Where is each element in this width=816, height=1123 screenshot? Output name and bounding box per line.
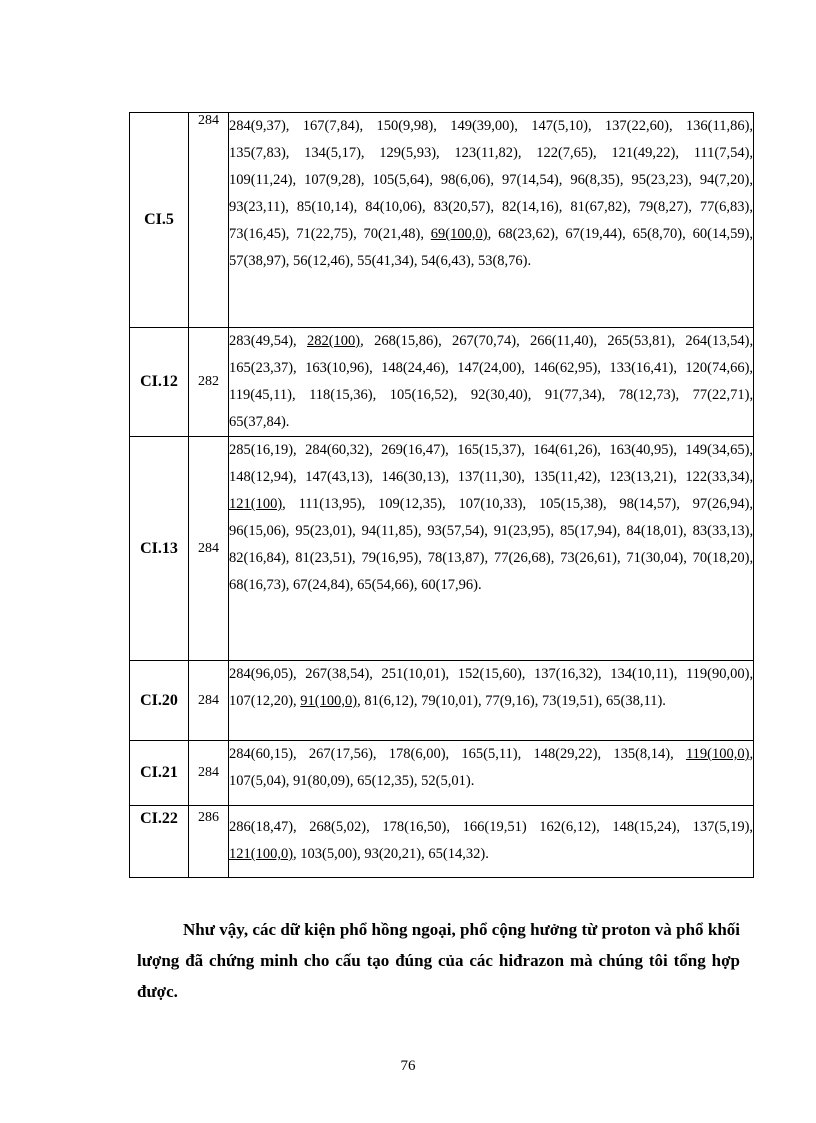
fragment-peak: 148(12,94) [229, 469, 294, 485]
fragment-peak: 67(19,44) [565, 226, 623, 242]
fragment-peak: 148(24,46) [381, 360, 446, 376]
fragment-peak: 284(60,32) [305, 442, 370, 458]
fragment-peak: 267(38,54) [305, 666, 370, 682]
fragment-peak: 65(54,66) [357, 577, 414, 593]
compound-code: CI.22 [130, 806, 189, 878]
fragment-peak: 122(33,34) [685, 469, 750, 485]
fragment-peak: 269(16,47) [381, 442, 446, 458]
fragment-peak: 111(7,54) [693, 145, 750, 161]
fragment-peak: 93(23,11) [229, 199, 286, 215]
fragment-peak: 119(90,00) [685, 666, 750, 682]
fragment-peak: 147(5,10) [531, 118, 588, 134]
fragment-peak: 71(22,75) [296, 226, 354, 242]
fragment-peak: 91(23,95) [493, 523, 551, 539]
fragment-peak: 79(8,27) [638, 199, 689, 215]
fragment-peak: 68(23,62) [498, 226, 555, 242]
fragment-peak: 65(37,84) [229, 414, 286, 430]
fragment-peak: 147(43,13) [305, 469, 370, 485]
fragment-peak: 163(10,96) [305, 360, 370, 376]
fragment-peak: 283(49,54) [229, 333, 294, 349]
fragment-peak: 98(6,06) [440, 172, 491, 188]
fragment-peak: 165(5,11) [461, 746, 518, 762]
fragment-peak: 84(10,06) [365, 199, 422, 215]
fragment-peak: 178(16,50) [382, 819, 447, 835]
fragment-peak: 73(16,45) [229, 226, 286, 242]
fragment-peak: 134(10,11) [610, 666, 674, 682]
page-number: 76 [400, 1058, 416, 1074]
fragment-peak: 251(10,01) [381, 666, 446, 682]
fragment-peak: 55(41,34) [357, 253, 414, 269]
fragment-peak: 95(23,23) [631, 172, 689, 188]
fragment-peak: 284(60,15) [229, 746, 294, 762]
fragment-peak: 52(5,01) [421, 773, 471, 789]
fragment-peak: 73(19,51) [541, 693, 599, 709]
fragment-peak: 93(20,21) [364, 846, 422, 862]
fragment-peak: 109(11,24) [229, 172, 293, 188]
fragment-peak: 65(8,70) [632, 226, 683, 242]
fragment-peak: 167(7,84) [302, 118, 360, 134]
fragment-peak: 284(96,05) [229, 666, 294, 682]
table-row [130, 741, 754, 806]
fragment-peak: 81(67,82) [570, 199, 628, 215]
molecular-mass: 282 [189, 328, 229, 437]
fragment-peak: 77(26,68) [493, 550, 551, 566]
fragment-peak: 105(16,52) [389, 387, 454, 403]
fragment-peak: 149(39,00) [450, 118, 515, 134]
fragment-peak: 83(20,57) [433, 199, 491, 215]
fragment-peak: 97(14,54) [501, 172, 559, 188]
fragment-peak: 137(5,19) [692, 819, 750, 835]
fragment-peak: 105(5,64) [372, 172, 430, 188]
fragment-peak: 137(11,30) [457, 469, 522, 485]
fragment-peak: 285(16,19) [229, 442, 294, 458]
fragment-peak: 68(16,73) [229, 577, 286, 593]
fragment-peak: 103(5,00) [300, 846, 358, 862]
fragment-peak: 85(17,94) [560, 523, 617, 539]
fragment-peak: 146(62,95) [533, 360, 598, 376]
fragment-peak: 268(5,02) [309, 819, 367, 835]
fragment-peak: 71(30,04) [626, 550, 684, 566]
fragment-peak: 60(14,59) [692, 226, 750, 242]
fragment-peak: 147(24,00) [457, 360, 522, 376]
fragment-peak: 82(16,84) [229, 550, 286, 566]
fragment-peak: 91(100,0) [300, 693, 358, 709]
fragment-peak: 91(80,09) [293, 773, 350, 789]
fragment-peak: 98(14,57) [619, 496, 677, 512]
fragment-peak: 73(26,61) [560, 550, 617, 566]
fragment-peak: 79(10,01) [421, 693, 478, 709]
fragment-peak: 107(9,28) [304, 172, 361, 188]
table-row [130, 328, 754, 437]
fragment-peak: 286(18,47) [229, 819, 294, 835]
fragment-peaks: 284(9,37), 167(7,84), 150(9,98), 149(39,00), 147(5,10), 137(22,60), 136(11,86), 135(7,83), 134(5,17), 129(5,93), 123(11,82), 122(7,65), 121(49,22), 111(7,54), 109(11,24), 107(9,28), 105(5,64), 98(6,06), 97(14,54), 96(8,35), 95(23,23), 94(7,20), 93(23,11), 85(10,14), 84(10,06), 83(20,57), 82(14,16), 81(67,82), 79(8,27), 77(6,83), 73(16,45), 71(22,75), 70(21,48), 69(100,0), 68(23,62), 67(19,44), 65(8,70), 60(14,59), 57(38,97), 56(12,46), 55(41,34), 54(6,43), 53(8,76). [229, 113, 754, 328]
fragment-peak: 148(15,24) [612, 819, 677, 835]
molecular-mass: 284 [189, 437, 229, 661]
fragment-peaks: 283(49,54), 282(100), 268(15,86), 267(70,74), 266(11,40), 265(53,81), 264(13,54), 165(23,37), 163(10,96), 148(24,46), 147(24,00), 146(62,95), 133(16,41), 120(74,66), 119(45,11), 118(15,36), 105(16,52), 92(30,40), 91(77,34), 78(12,73), 77(22,71), 65(37,84). [229, 328, 754, 437]
fragment-peaks: 284(96,05), 267(38,54), 251(10,01), 152(15,60), 137(16,32), 134(10,11), 119(90,00), 107(12,20), 91(100,0), 81(6,12), 79(10,01), 77(9,16), 73(19,51), 65(38,11). [229, 661, 754, 741]
fragment-peak: 267(17,56) [308, 746, 373, 762]
fragment-peak: 78(13,87) [427, 550, 485, 566]
fragment-peak: 137(22,60) [604, 118, 669, 134]
fragment-peak: 120(74,66) [685, 360, 750, 376]
fragment-peak: 123(11,82) [454, 145, 518, 161]
fragment-peak: 122(7,65) [536, 145, 593, 161]
fragment-peak: 121(100) [229, 496, 283, 512]
fragment-peak: 91(77,34) [544, 387, 602, 403]
fragment-peaks: 286(18,47), 268(5,02), 178(16,50), 166(19,51) 162(6,12), 148(15,24), 137(5,19), 121(100,0), 103(5,00), 93(20,21), 65(14,32). [229, 806, 754, 878]
fragment-peak: 121(100,0) [229, 846, 294, 862]
fragment-peak: 178(6,00) [388, 746, 446, 762]
fragment-peak: 107(5,04) [229, 773, 286, 789]
fragment-peak: 148(29,22) [533, 746, 598, 762]
fragment-peak: 92(30,40) [470, 387, 528, 403]
fragment-peak: 96(8,35) [570, 172, 620, 188]
fragment-peak: 135(8,14) [613, 746, 671, 762]
compound-code: CI.5 [130, 113, 189, 328]
fragment-peak: 146(30,13) [381, 469, 446, 485]
fragment-peak: 119(45,11) [229, 387, 292, 403]
fragment-peak: 82(14,16) [501, 199, 559, 215]
fragment-peak: 69(100,0) [430, 226, 488, 242]
fragment-peak: 165(23,37) [229, 360, 294, 376]
table-row [130, 437, 754, 661]
fragment-peak: 83(33,13) [692, 523, 750, 539]
fragment-peak: 79(16,95) [361, 550, 419, 566]
fragment-peak: 118(15,36) [309, 387, 373, 403]
fragment-peak: 268(15,86) [374, 333, 439, 349]
fragment-peak: 284(9,37) [229, 118, 286, 134]
fragment-peak: 60(17,96) [421, 577, 478, 593]
fragment-peak: 65(14,32) [428, 846, 486, 862]
fragment-peak: 121(49,22) [611, 145, 676, 161]
fragment-peak: 129(5,93) [379, 145, 437, 161]
fragment-peak: 56(12,46) [293, 253, 350, 269]
molecular-mass: 284 [189, 113, 229, 328]
fragment-peak: 84(18,01) [626, 523, 684, 539]
fragment-peak: 81(23,51) [295, 550, 353, 566]
fragment-peak: 97(26,94) [692, 496, 750, 512]
fragment-peak: 57(38,97) [229, 253, 286, 269]
fragment-peak: 135(7,83) [229, 145, 286, 161]
fragment-peak: 54(6,43) [421, 253, 471, 269]
fragment-peak: 264(13,54) [685, 333, 750, 349]
fragment-peak: 70(21,48) [363, 226, 421, 242]
fragment-peak: 81(6,12) [364, 693, 414, 709]
fragment-peak: 149(34,65) [685, 442, 750, 458]
compound-code: CI.20 [130, 661, 189, 741]
fragment-peak: 77(9,16) [485, 693, 535, 709]
fragment-peak: 78(12,73) [618, 387, 676, 403]
fragment-peak: 77(6,83) [699, 199, 750, 215]
fragment-peak: 135(11,42) [533, 469, 597, 485]
fragment-peaks: 284(60,15), 267(17,56), 178(6,00), 165(5,11), 148(29,22), 135(8,14), 119(100,0), 107(5,04), 91(80,09), 65(12,35), 52(5,01). [229, 741, 754, 806]
fragment-peak: 70(18,20) [692, 550, 750, 566]
fragment-peak: 165(15,37) [457, 442, 522, 458]
compound-code: CI.12 [130, 328, 189, 437]
conclusion-text: Như vậy, các dữ kiện phổ hồng ngoại, phổ cộng hưởng từ proton và phổ khối lượng đã chứng minh cho cấu tạo đúng của các hiđrazon mà chúng tôi tổng hợp được. [137, 920, 740, 1001]
fragment-peak: 164(61,26) [533, 442, 598, 458]
fragment-peak: 53(8,76) [477, 253, 528, 269]
fragment-peak: 119(100,0) [685, 746, 750, 762]
fragment-peak: 109(12,35) [377, 496, 443, 512]
fragment-peak: 77(22,71) [692, 387, 750, 403]
fragment-peak: 137(16,32) [534, 666, 599, 682]
fragment-peak: 65(38,11) [606, 693, 663, 709]
molecular-mass: 286 [189, 806, 229, 878]
fragment-peaks: 285(16,19), 284(60,32), 269(16,47), 165(15,37), 164(61,26), 163(40,95), 149(34,65), 148(12,94), 147(43,13), 146(30,13), 137(11,30), 135(11,42), 123(13,21), 122(33,34), 121(100), 111(13,95), 109(12,35), 107(10,33), 105(15,38), 98(14,57), 97(26,94), 96(15,06), 95(23,01), 94(11,85), 93(57,54), 91(23,95), 85(17,94), 84(18,01), 83(33,13), 82(16,84), 81(23,51), 79(16,95), 78(13,87), 77(26,68), 73(26,61), 71(30,04), 70(18,20), 68(16,73), 67(24,84), 65(54,66), 60(17,96). [229, 437, 754, 661]
fragment-peak: 123(13,21) [609, 469, 674, 485]
conclusion-paragraph [137, 914, 740, 1007]
molecular-mass: 284 [189, 741, 229, 806]
fragment-peak: 95(23,01) [295, 523, 353, 539]
table-row [130, 113, 754, 328]
fragment-peak: 134(5,17) [304, 145, 361, 161]
table-row [130, 661, 754, 741]
fragment-peak: 136(11,86) [685, 118, 750, 134]
fragment-peak: 94(11,85) [361, 523, 418, 539]
fragment-peak: 267(70,74) [452, 333, 517, 349]
fragment-peak: 94(7,20) [699, 172, 750, 188]
fragment-peak: 85(10,14) [296, 199, 354, 215]
fragment-peak: 150(9,98) [376, 118, 434, 134]
fragment-peak: 133(16,41) [609, 360, 674, 376]
fragment-peak: 67(24,84) [293, 577, 350, 593]
mass-spectra-table [129, 112, 754, 878]
fragment-peak: 265(53,81) [607, 333, 672, 349]
compound-code: CI.13 [130, 437, 189, 661]
fragment-peak: 107(12,20) [229, 693, 294, 709]
fragment-peak: 163(40,95) [609, 442, 674, 458]
fragment-peak: 152(15,60) [457, 666, 522, 682]
compound-code: CI.21 [130, 741, 189, 806]
fragment-peak: 282(100) [306, 333, 361, 349]
fragment-peak: 93(57,54) [427, 523, 485, 539]
fragment-peak: 96(15,06) [229, 523, 286, 539]
fragment-peak: 166(19,51) 162(6,12) [462, 819, 597, 835]
fragment-peak: 65(12,35) [357, 773, 414, 789]
table-row [130, 806, 754, 878]
fragment-peak: 107(10,33) [458, 496, 523, 512]
fragment-peak: 266(11,40) [530, 333, 594, 349]
fragment-peak: 105(15,38) [538, 496, 603, 512]
fragment-peak: 111(13,95) [298, 496, 362, 512]
molecular-mass: 284 [189, 661, 229, 741]
